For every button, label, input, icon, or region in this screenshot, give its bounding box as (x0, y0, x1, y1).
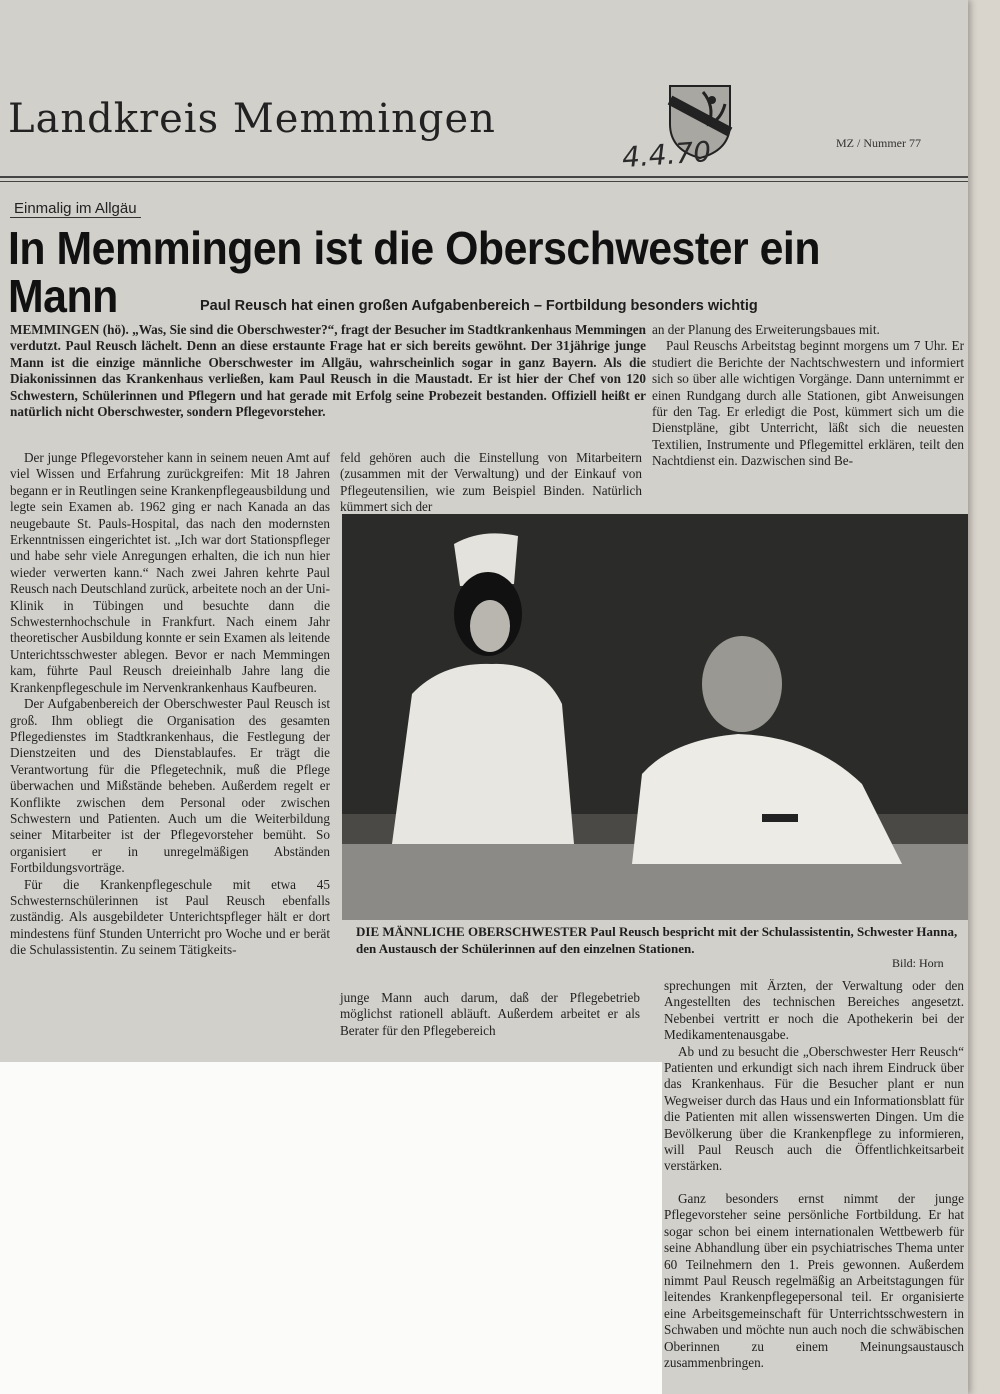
paragraph: Paul Reuschs Arbeitstag beginnt morgens um 7 Uhr. Er studiert die Berichte der Nachtschwestern und informiert sich so über alle wichtigen Vorgänge. Dann unternimmt er einen Rundgang durch alle Stationen, gibt Anweisungen für den Tag. Er erledigt die Post, kümmert sich um die Dienstpläne, gibt Unterricht, läßt sich die neuesten Textilien, Instrumente und Pflegemittel erklären, teilt den Nachtdienst ein. Dazwischen sind Be- (652, 338, 964, 469)
column-right-top (652, 322, 964, 470)
issue-number: MZ / Nummer 77 (836, 136, 921, 150)
column-middle-top: feld gehören auch die Einstellung von Mitarbeitern (zusammen mit der Verwaltung) und der Einkauf von Pflegeutensilien, wie zum Beispiel Binden. Natürlich kümmert sich der (340, 450, 642, 515)
paragraph: Der junge Pflegevorsteher kann in seinem neuen Amt auf viel Wissen und Erfahrung zurückgreifen: Mit 18 Jahren begann er in Reutlingen seine Krankenpflegeausbildung und legte sein Examen ab. 1962 ging er nach Kanada an das neugebaute St. Pauls-Hospital, das nach den modernsten Erkenntnissen eingerichtet ist. „Ich war dort Stationspfleger und habe sehr viele Anregungen erhalten, die ich nun hier wieder verwerten kann.“ Nach zwei Jahren kehrte Paul Reusch nach Deutschland zurück, arbeitete noch an der Uni-Klinik in Tübingen und besuchte dann die Schwesternhochschule in Frankfurt. Nach einem Jahr theoretischer Ausbildung konnte er sein Examen als leitende Unterichtsschwester ablegen. Bevor er nach Memmingen kam, führte Paul Reusch dreieinhalb Jahre lang die Krankenpflegeschule im Nervenkrankenhaus Kaufbeuren. (10, 450, 330, 695)
article-lead: MEMMINGEN (hö). „Was, Sie sind die Oberschwester?“, fragt der Besucher im Stadtkrankenhaus Memmingen verdutzt. Paul Reusch lächelt. Denn an diese erstaunte Frage hat er sich bereits gewöhnt. Der 31jährige junge Mann ist die einzige männliche Oberschwester im Allgäu, wahrscheinlich sogar in ganz Bayern. Als die Diakonissinnen das Krankenhaus verließen, kam Paul Reusch in die Maustadt. Er ist hier der Chef von 120 Schwestern, Schülerinnen und Pflegern und hat gerade mit Erfolg seine Probezeit bestanden. Offiziell heißt er natürlich nicht Oberschwester, sondern Pflegevorsteher. (10, 322, 646, 420)
article-subhead: Paul Reusch hat einen großen Aufgabenbereich – Fortbildung besonders wichtig (200, 298, 758, 314)
column-right-bottom (664, 978, 964, 1371)
handwritten-date: 4.4.70 (620, 134, 713, 175)
masthead-title: Landkreis Memmingen (8, 96, 496, 142)
photo-caption: DIE MÄNNLICHE OBERSCHWESTER Paul Reusch bespricht mit der Schulassistentin, Schwester Hanna, den Austausch der Schülerinnen auf den einzelnen Stationen. (356, 924, 958, 956)
paragraph: sprechungen mit Ärzten, der Verwaltung oder den Angestellten des technischen Bereiches angesetzt. Nebenbei vertritt er noch die Apothekerin bei der Medikamentenausgabe. (664, 978, 964, 1043)
article-headline: In Memmingen ist die Oberschwester ein Mann (8, 222, 821, 323)
article-kicker: Einmalig im Allgäu (10, 200, 141, 218)
blank-paper-area (0, 1062, 662, 1394)
article-photo (342, 514, 968, 920)
paragraph: Für die Krankenpflegeschule mit etwa 45 Schwesternschülerinnen ist Paul Reusch ebenfalls zuständig. Als ausgebildeter Unterichtspfleger hält er dort mindestens fünf Stunden Unterricht pro Woche und er berät die Schulassistentin. Zu seinem Tätigkeits- (10, 876, 330, 958)
photo-credit: Bild: Horn (892, 956, 944, 970)
column-middle-bottom: junge Mann auch darum, daß der Pflegebetrieb möglichst rationell abläuft. Außerdem arbeitet er als Berater für den Pflegebereich (340, 990, 640, 1038)
photo-illustration (342, 514, 968, 920)
masthead-rule (0, 176, 968, 178)
column-left (10, 450, 330, 959)
paragraph: an der Planung des Erweiterungsbaues mit. (652, 322, 880, 337)
paragraph: Der Aufgabenbereich der Oberschwester Paul Reusch ist groß. Ihm obliegt die Organisation des gesamten Pflegedienstes im Stadtkrankenhaus, die Festlegung der Dienstzeiten und des Dienstablaufes. Er trägt die Verantwortung für die Pflegetechnik, muß die Pflege überwachen und Mißstände beheben. Außerdem regelt er Konflikte zwischen dem Personal oder zwischen Schwestern und Patienten. Auch um die Weiterbildung seiner Mitarbeiter ist der Pflegevorsteher bemüht. So organisiert er in unregelmäßigen Abständen Fortbildungsvorträge. (10, 696, 330, 876)
masthead-rule-thin (0, 181, 968, 182)
paragraph: Ganz besonders ernst nimmt der junge Pflegevorsteher seine persönliche Fortbildung. Er hat sogar schon bei einem internationalen Wettbewerb für seine Abhandlung über ein psychiatrisches Thema unter 60 Teilnehmern den 1. Preis gewonnen. Außerdem nimmt Paul Reusch regelmäßig an Arbeitstagungen für leitendes Krankenpflegepersonal teil. Er organisierte eine Arbeitsgemeinschaft für Unterrichtsschwestern in Schwaben und möchte nun auch noch die schwäbischen Oberinnen zu einem Meinungsaustausch zusammenbringen. (664, 1190, 964, 1370)
paragraph: Ab und zu besucht die „Oberschwester Herr Reusch“ Patienten und erkundigt sich nach ihrem Eindruck über das Krankenhaus. Für die Besucher plant er nun Wegweiser durch das Haus und ein Informationsblatt für die Patienten mit allen wissenswerten Dingen. Um die Bevölkerung über die Krankenpflege zu informieren, will Paul Reusch auch die Öffentlichkeitsarbeit verstärken. (664, 1043, 964, 1174)
